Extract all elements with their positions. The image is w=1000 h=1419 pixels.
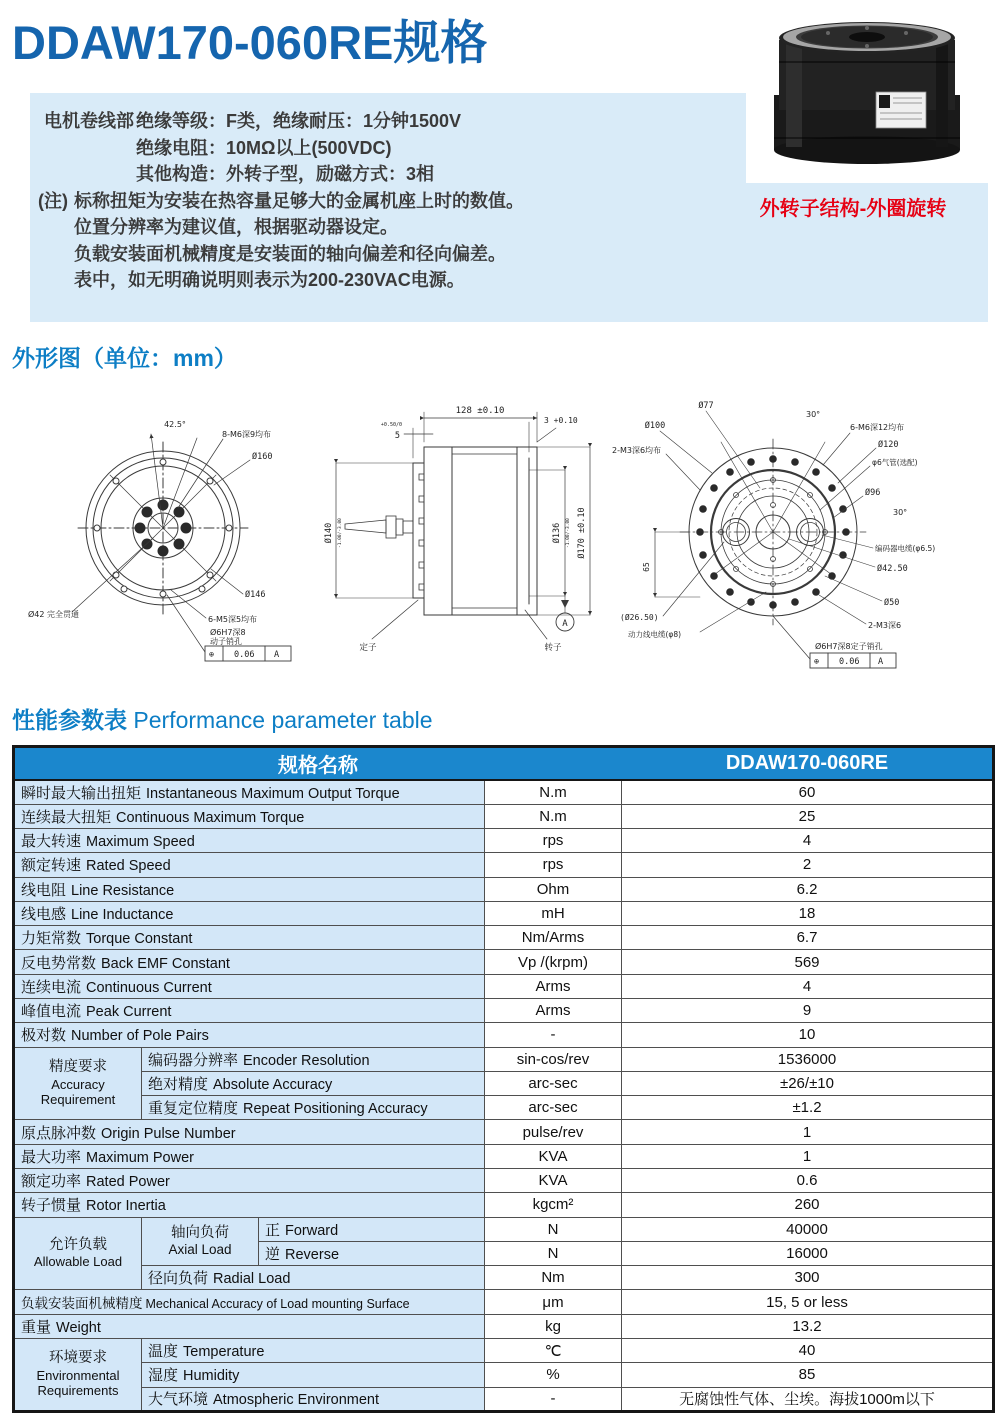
- note-text: 绝缘电阻：10MΩ以上(500VDC): [136, 137, 392, 158]
- table-row: [14, 1338, 994, 1362]
- param-unit: Arms: [485, 999, 622, 1023]
- param-unit: Ohm: [485, 877, 622, 901]
- dim-tolerance: -1.00/-3.00: [566, 518, 571, 548]
- param-label: 湿度 Humidity: [142, 1363, 485, 1387]
- param-label: 绝对精度 Absolute Accuracy: [142, 1071, 485, 1095]
- param-value: 4: [622, 829, 994, 853]
- dim-label: 128 ±0.10: [455, 406, 505, 416]
- dim-tolerance: -1.00/-3.00: [338, 518, 343, 548]
- param-unit: arc-sec: [485, 1096, 622, 1120]
- table-row: [14, 1193, 994, 1217]
- param-value: 40000: [622, 1217, 994, 1241]
- dim-label: Ø170 ±0.10: [577, 507, 587, 559]
- datum-label: A: [562, 619, 568, 629]
- table-row: [14, 853, 994, 877]
- table-row: [14, 1096, 994, 1120]
- note-text: 负载安装面机械精度是安装面的轴向偏差和径向偏差。: [74, 243, 506, 264]
- param-value: 60: [622, 780, 994, 804]
- performance-section-title: [12, 702, 433, 735]
- param-value: 9: [622, 999, 994, 1023]
- side-view: [323, 406, 590, 653]
- param-unit: rps: [485, 829, 622, 853]
- note-text: 其他构造：外转子型，励磁方式：3相: [136, 164, 435, 184]
- note-text: 表中，如无明确说明则表示为200-230VAC电源。: [74, 270, 465, 290]
- param-label: 极对数 Number of Pole Pairs: [14, 1023, 485, 1047]
- dim-label: Ø160: [252, 452, 273, 462]
- param-unit: Arms: [485, 974, 622, 998]
- param-unit: sin-cos/rev: [485, 1047, 622, 1071]
- table-row: [14, 926, 994, 950]
- performance-parameter-table: [12, 745, 995, 1413]
- param-value: ±1.2: [622, 1096, 994, 1120]
- param-unit: kg: [485, 1314, 622, 1338]
- dim-label: 30°: [806, 410, 821, 419]
- table-row: [14, 829, 994, 853]
- rotor-label: 转子: [544, 643, 562, 653]
- param-label: 重复定位精度 Repeat Positioning Accuracy: [142, 1096, 485, 1120]
- param-unit: mH: [485, 901, 622, 925]
- table-header-spec-name: 规格名称: [14, 747, 622, 781]
- dim-label: 42.5°: [164, 420, 186, 429]
- dim-label: 2-M3深6均布: [612, 446, 662, 455]
- note-line: [30, 267, 988, 294]
- param-unit: N.m: [485, 780, 622, 804]
- dim-label: Ø42.50: [877, 564, 908, 574]
- table-row: [14, 1387, 994, 1411]
- param-value: 无腐蚀性气体、尘埃。海拔1000m以下: [622, 1387, 994, 1411]
- table-row: [14, 780, 994, 804]
- dim-label: 3 +0.10: [544, 416, 578, 425]
- param-unit: %: [485, 1363, 622, 1387]
- param-unit: arc-sec: [485, 1071, 622, 1095]
- param-label: 线电阻 Line Resistance: [14, 877, 485, 901]
- environment-group-label: 环境要求 Environmental Requirements: [14, 1338, 142, 1411]
- param-unit: ℃: [485, 1338, 622, 1362]
- param-label: 正 Forward: [259, 1217, 485, 1241]
- param-value: 13.2: [622, 1314, 994, 1338]
- page-title: DDAW170-060RE规格: [12, 16, 488, 69]
- note-text: 标称扭矩为安装在热容量足够大的金属机座上时的数值。: [74, 190, 524, 211]
- param-label: 负载安装面机械精度 Mechanical Accuracy of Load mounting Surface: [14, 1290, 485, 1314]
- param-unit: KVA: [485, 1169, 622, 1193]
- dim-label: 30°: [893, 508, 908, 517]
- performance-title-en: Performance parameter table: [133, 707, 433, 733]
- load-group-label: 允许负载 Allowable Load: [14, 1217, 142, 1290]
- param-value: 1: [622, 1144, 994, 1168]
- param-value: ±26/±10: [622, 1071, 994, 1095]
- dim-label: 5: [394, 431, 400, 441]
- param-value: 16000: [622, 1241, 994, 1265]
- table-row: [14, 999, 994, 1023]
- param-label: 连续电流 Continuous Current: [14, 974, 485, 998]
- param-value: 6.7: [622, 926, 994, 950]
- rear-view: [612, 400, 935, 668]
- dim-label: Ø120: [878, 440, 899, 450]
- param-label: 额定转速 Rated Speed: [14, 853, 485, 877]
- param-value: 18: [622, 901, 994, 925]
- table-row: [14, 1363, 994, 1387]
- note-label: (注): [38, 190, 68, 211]
- dim-label: 8-M6深9均布: [222, 430, 272, 439]
- param-label: 连续最大扭矩 Continuous Maximum Torque: [14, 804, 485, 828]
- param-label: 最大功率 Maximum Power: [14, 1144, 485, 1168]
- table-row: [14, 1314, 994, 1338]
- param-label: 反电势常数 Back EMF Constant: [14, 950, 485, 974]
- param-value: 569: [622, 950, 994, 974]
- param-unit: rps: [485, 853, 622, 877]
- param-value: 85: [622, 1363, 994, 1387]
- param-value: 15, 5 or less: [622, 1290, 994, 1314]
- param-label: 额定功率 Rated Power: [14, 1169, 485, 1193]
- param-value: 4: [622, 974, 994, 998]
- table-row: [14, 1071, 994, 1095]
- param-label: 径向负荷 Radial Load: [142, 1266, 485, 1290]
- param-unit: N: [485, 1241, 622, 1265]
- front-view: [28, 420, 291, 661]
- dim-label: Ø42 完全贯通: [28, 610, 80, 619]
- gdt-datum: A: [878, 657, 884, 667]
- param-label: 大气环境 Atmospheric Environment: [142, 1387, 485, 1411]
- gdt-tolerance: 0.06: [234, 650, 255, 660]
- dim-label: 2-M3深6: [868, 621, 902, 630]
- table-row: [14, 1266, 994, 1290]
- stator-label: 定子: [359, 643, 377, 653]
- param-label: 最大转速 Maximum Speed: [14, 829, 485, 853]
- param-value: 0.6: [622, 1169, 994, 1193]
- dim-label: 动子销孔: [210, 637, 242, 646]
- table-row: [14, 1023, 994, 1047]
- product-photo: [746, 0, 988, 183]
- dim-label: φ6气管(选配): [872, 458, 918, 467]
- note-line: [30, 241, 988, 268]
- param-value: 2: [622, 853, 994, 877]
- dim-label: 65: [642, 562, 651, 572]
- table-row: [14, 877, 994, 901]
- table-row: [14, 974, 994, 998]
- gdt-datum: A: [274, 650, 280, 660]
- table-row: [14, 901, 994, 925]
- dim-label: Ø77: [698, 401, 714, 411]
- param-unit: Nm/Arms: [485, 926, 622, 950]
- dim-label: (Ø26.50): [620, 613, 659, 622]
- table-row: [14, 1169, 994, 1193]
- dim-label: 动力线电缆(φ8): [628, 630, 682, 639]
- param-label: 原点脉冲数 Origin Pulse Number: [14, 1120, 485, 1144]
- table-row: [14, 1217, 994, 1241]
- param-unit: Vp /(krpm): [485, 950, 622, 974]
- dim-label: 编码器电缆(φ6.5): [875, 544, 936, 553]
- param-value: 260: [622, 1193, 994, 1217]
- dim-label: 6-M6深12均布: [850, 423, 905, 432]
- dim-label: Ø140: [324, 522, 334, 544]
- param-label: 逆 Reverse: [259, 1241, 485, 1265]
- gdt-position-symbol: ⊕: [209, 650, 215, 660]
- note-text: 绝缘等级：F类，绝缘耐压：1分钟1500V: [136, 111, 462, 131]
- table-header-row: [14, 747, 994, 781]
- param-unit: kgcm²: [485, 1193, 622, 1217]
- gdt-tolerance: 0.06: [839, 657, 860, 667]
- dim-label: Ø146: [245, 590, 266, 600]
- param-unit: -: [485, 1023, 622, 1047]
- table-row: [14, 1144, 994, 1168]
- param-value: 40: [622, 1338, 994, 1362]
- note-text: 位置分辨率为建议值，根据驱动器设定。: [74, 217, 398, 237]
- param-label: 重量 Weight: [14, 1314, 485, 1338]
- table-row: [14, 1047, 994, 1071]
- dim-label: Ø50: [884, 598, 900, 608]
- param-label: 温度 Temperature: [142, 1338, 485, 1362]
- param-value: 6.2: [622, 877, 994, 901]
- dim-label: Ø6H7深8定子销孔: [815, 642, 883, 651]
- outline-drawings: [0, 392, 1000, 704]
- table-header-model: DDAW170-060RE: [622, 747, 994, 781]
- param-label: 线电感 Line Inductance: [14, 901, 485, 925]
- param-unit: pulse/rev: [485, 1120, 622, 1144]
- table-row: [14, 1290, 994, 1314]
- param-value: 25: [622, 804, 994, 828]
- note-label: 电机卷线部: [44, 111, 134, 131]
- param-value: 1536000: [622, 1047, 994, 1071]
- dim-label: Ø96: [865, 488, 881, 498]
- dim-label: 6-M5深5均布: [208, 615, 258, 624]
- product-caption: 外转子结构-外圈旋转: [759, 198, 947, 220]
- param-value: 1: [622, 1120, 994, 1144]
- motor-photo-illustration: [746, 0, 988, 183]
- param-value: 10: [622, 1023, 994, 1047]
- param-label: 力矩常数 Torque Constant: [14, 926, 485, 950]
- param-unit: N.m: [485, 804, 622, 828]
- accuracy-group-label: 精度要求 Accuracy Requirement: [14, 1047, 142, 1120]
- outline-section-title: 外形图（单位：mm）: [12, 345, 237, 371]
- param-unit: Nm: [485, 1266, 622, 1290]
- param-unit: μm: [485, 1290, 622, 1314]
- dim-label: Ø100: [644, 421, 666, 431]
- table-row: [14, 950, 994, 974]
- table-row: [14, 804, 994, 828]
- param-label: 瞬时最大输出扭矩 Instantaneous Maximum Output Torque: [14, 780, 485, 804]
- param-unit: N: [485, 1217, 622, 1241]
- axial-load-label: 轴向负荷 Axial Load: [142, 1217, 259, 1266]
- dim-label: Ø136: [552, 522, 562, 544]
- dim-tolerance: +0.50/0: [380, 422, 402, 428]
- param-label: 峰值电流 Peak Current: [14, 999, 485, 1023]
- param-label: 转子惯量 Rotor Inertia: [14, 1193, 485, 1217]
- param-value: 300: [622, 1266, 994, 1290]
- table-row: [14, 1120, 994, 1144]
- dim-label: Ø6H7深8: [210, 628, 246, 637]
- gdt-position-symbol: ⊕: [814, 657, 820, 667]
- param-label: 编码器分辨率 Encoder Resolution: [142, 1047, 485, 1071]
- param-unit: KVA: [485, 1144, 622, 1168]
- performance-title-zh: 性能参数表: [12, 707, 127, 733]
- param-unit: -: [485, 1387, 622, 1411]
